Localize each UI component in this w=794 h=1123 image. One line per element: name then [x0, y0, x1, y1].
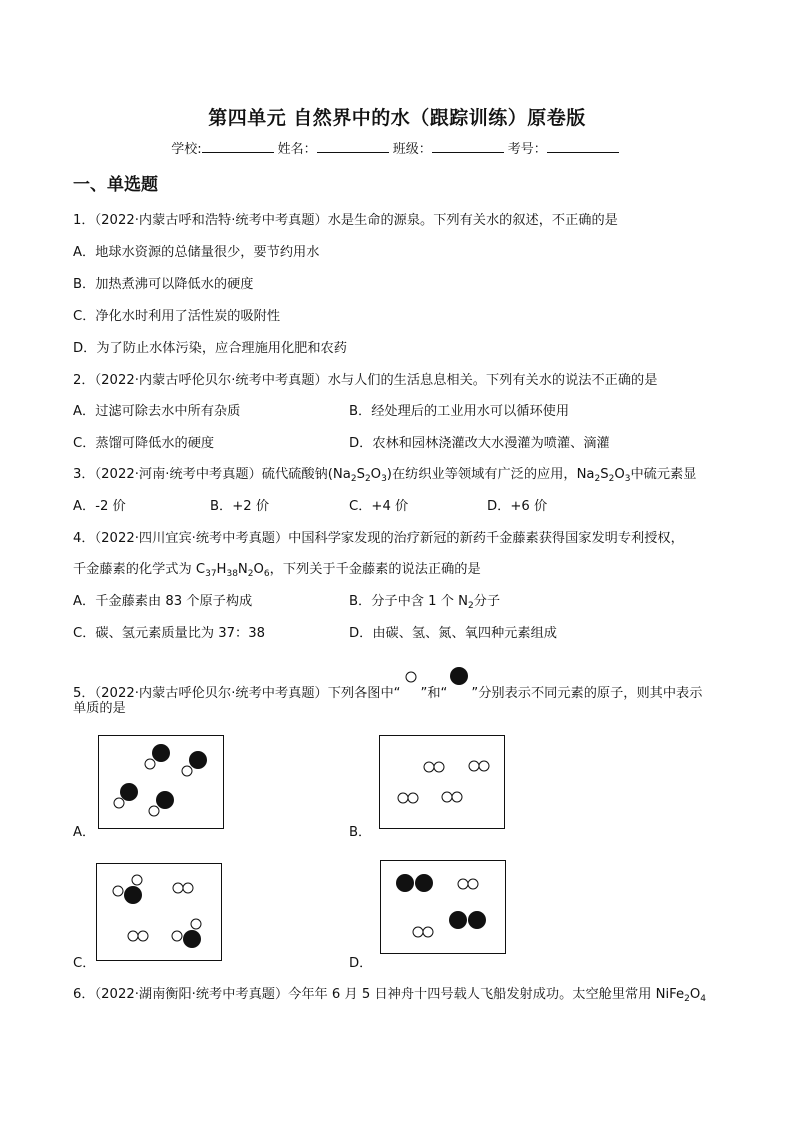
school-label: 学校:	[171, 142, 202, 157]
white-atom	[408, 793, 418, 803]
q4-b-sub: 2	[468, 601, 474, 611]
q3-sub-4: 2	[594, 474, 601, 484]
question-3-stem	[73, 463, 696, 484]
exam-no-blank[interactable]	[547, 140, 619, 153]
name-blank[interactable]	[317, 140, 389, 153]
diagram-b-molecules	[380, 736, 504, 828]
diagram-a	[98, 735, 224, 829]
q3-text-2: )在纺织业等领域有广泛的应用，Na	[386, 467, 595, 482]
question-1-option-a[interactable]: A．地球水资源的总储量很少，要节约用水	[73, 245, 320, 260]
q3-el-s: S	[356, 467, 365, 482]
black-atom	[189, 751, 207, 769]
white-atom	[114, 798, 124, 808]
diagram-c	[96, 863, 222, 961]
question-4-option-c[interactable]: C．碳、氢元素质量比为 37：38	[73, 626, 266, 641]
white-atom	[149, 806, 159, 816]
white-atom	[173, 883, 183, 893]
school-blank[interactable]	[202, 140, 274, 153]
white-atom	[468, 879, 478, 889]
white-atom	[132, 875, 142, 885]
black-atom	[156, 791, 174, 809]
black-atom	[183, 930, 201, 948]
class-blank[interactable]	[432, 140, 504, 153]
student-info-line	[0, 138, 794, 157]
q5-text-3: ”分别表示不同元素的原子，则其中表示	[471, 686, 703, 701]
diagram-d-label[interactable]: D．	[349, 956, 373, 971]
class-label: 班级：	[392, 142, 432, 157]
white-atom	[434, 762, 444, 772]
q6-sub-1: 2	[684, 994, 690, 1004]
white-atom	[442, 792, 452, 802]
question-2-option-d[interactable]: D．农林和园林浇灌改大水漫灌为喷灌、滴灌	[349, 436, 610, 451]
white-atom	[191, 919, 201, 929]
page-title: 第四单元 自然界中的水（跟踪训练）原卷版	[208, 107, 586, 129]
diagram-c-molecules	[97, 864, 221, 960]
white-atom	[172, 931, 182, 941]
black-atom	[468, 911, 486, 929]
q3-el-o2: O	[614, 467, 625, 482]
question-1-option-c[interactable]: C．净化水时利用了活性炭的吸附性	[73, 309, 281, 324]
black-atom	[396, 874, 414, 892]
diagram-d-molecules	[381, 861, 505, 953]
diagram-c-label[interactable]: C．	[73, 956, 96, 971]
q4-el-o: O	[253, 562, 264, 577]
q6-sub-2: 4	[700, 994, 706, 1004]
diagram-a-molecules	[99, 736, 223, 828]
black-atom	[449, 911, 467, 929]
q4-text-2: ，下列关于千金藤素的说法正确的是	[269, 562, 481, 577]
white-atom	[182, 766, 192, 776]
question-5-stem	[73, 667, 702, 701]
q3-sub-6: 3	[624, 474, 631, 484]
white-atom	[452, 792, 462, 802]
question-3-option-b[interactable]: B．+2 价	[210, 499, 270, 514]
q4-sub-h: 38	[226, 569, 238, 579]
q3-text-1: 3．（2022·河南·统考中考真题）硫代硫酸钠(Na	[73, 467, 351, 482]
black-atom-icon	[447, 667, 471, 691]
white-atom	[458, 879, 468, 889]
q3-sub-5: 2	[608, 474, 615, 484]
question-4-stem-line1: 4．（2022·四川宜宾·统考中考真题）中国科学家发现的治疗新冠的新药千金藤素获得国家发明专利授权，	[73, 531, 684, 546]
q3-sub-1: 2	[350, 474, 357, 484]
q5-text-1: 5．（2022·内蒙古呼伦贝尔·统考中考真题）下列各图中“	[73, 686, 401, 701]
question-2-option-b[interactable]: B．经处理后的工业用水可以循环使用	[349, 404, 570, 419]
diagram-b	[379, 735, 505, 829]
black-atom	[120, 783, 138, 801]
q3-sub-3: 3	[381, 474, 387, 484]
q4-el-n: N	[237, 562, 248, 577]
exam-no-label: 考号：	[507, 142, 547, 157]
white-atom	[398, 793, 408, 803]
white-atom	[145, 759, 155, 769]
white-atom	[413, 927, 423, 937]
white-atom	[424, 762, 434, 772]
black-atom	[124, 886, 142, 904]
q6-text: 6．（2022·湖南衡阳·统考中考真题）今年年 6 月 5 日神舟十四号载人飞船发射成功。太空舱里常用 NiFe	[73, 987, 685, 1002]
q3-sub-2: 2	[364, 474, 371, 484]
diagram-a-label[interactable]: A．	[73, 825, 96, 840]
q3-el-s2: S	[600, 467, 609, 482]
white-atom	[479, 761, 489, 771]
question-5-stem-line2: 单质的是	[73, 701, 126, 716]
white-atom	[138, 931, 148, 941]
question-3-option-d[interactable]: D．+6 价	[487, 499, 548, 514]
question-4-option-a[interactable]: A．千金藤素由 83 个原子构成	[73, 594, 253, 609]
question-4-option-b[interactable]	[349, 590, 500, 611]
diagram-d	[380, 860, 506, 954]
question-3-option-a[interactable]: A．-2 价	[73, 499, 126, 514]
diagram-b-label[interactable]: B．	[349, 825, 372, 840]
question-1-option-b[interactable]: B．加热煮沸可以降低水的硬度	[73, 277, 254, 292]
question-4-option-d[interactable]: D．由碳、氢、氮、氧四种元素组成	[349, 626, 557, 641]
q3-el-o: O	[370, 467, 382, 482]
q4-sub-o: 6	[263, 569, 270, 579]
question-2-option-a[interactable]: A．过滤可除去水中所有杂质	[73, 404, 241, 419]
question-1-option-d[interactable]: D．为了防止水体污染，应合理施用化肥和农药	[73, 341, 347, 356]
white-atom	[469, 761, 479, 771]
black-atom	[152, 744, 170, 762]
q4-b-text: B．分子中含 1 个 N	[349, 594, 469, 609]
white-atom	[128, 931, 138, 941]
white-atom	[113, 886, 123, 896]
black-atom	[415, 874, 433, 892]
question-2-option-c[interactable]: C．蒸馏可降低水的硬度	[73, 436, 215, 451]
question-4-stem-line2	[73, 558, 481, 579]
q3-text-3: 中硫元素显	[630, 467, 697, 482]
white-atom-icon	[401, 671, 421, 691]
question-6-stem	[73, 983, 706, 1004]
name-label: 姓名：	[277, 142, 317, 157]
q4-b-text-2: 分子	[473, 594, 501, 609]
q6-el-o: O	[689, 987, 701, 1002]
section-heading: 一、单选题	[73, 175, 158, 195]
white-atom	[423, 927, 433, 937]
question-2-stem: 2．（2022·内蒙古呼伦贝尔·统考中考真题）水与人们的生活息息相关。下列有关水的说法不正确的是	[73, 373, 658, 388]
q4-text-1: 千金藤素的化学式为 C	[73, 562, 206, 577]
question-3-option-c[interactable]: C．+4 价	[349, 499, 409, 514]
q4-sub-c: 37	[205, 569, 217, 579]
q5-text-2: ”和“	[420, 686, 448, 701]
q4-el-h: H	[216, 562, 227, 577]
white-atom	[183, 883, 193, 893]
q4-sub-n: 2	[247, 569, 254, 579]
question-1-stem: 1．（2022·内蒙古呼和浩特·统考中考真题）水是生命的源泉。下列有关水的叙述，不正确的是	[73, 213, 618, 228]
